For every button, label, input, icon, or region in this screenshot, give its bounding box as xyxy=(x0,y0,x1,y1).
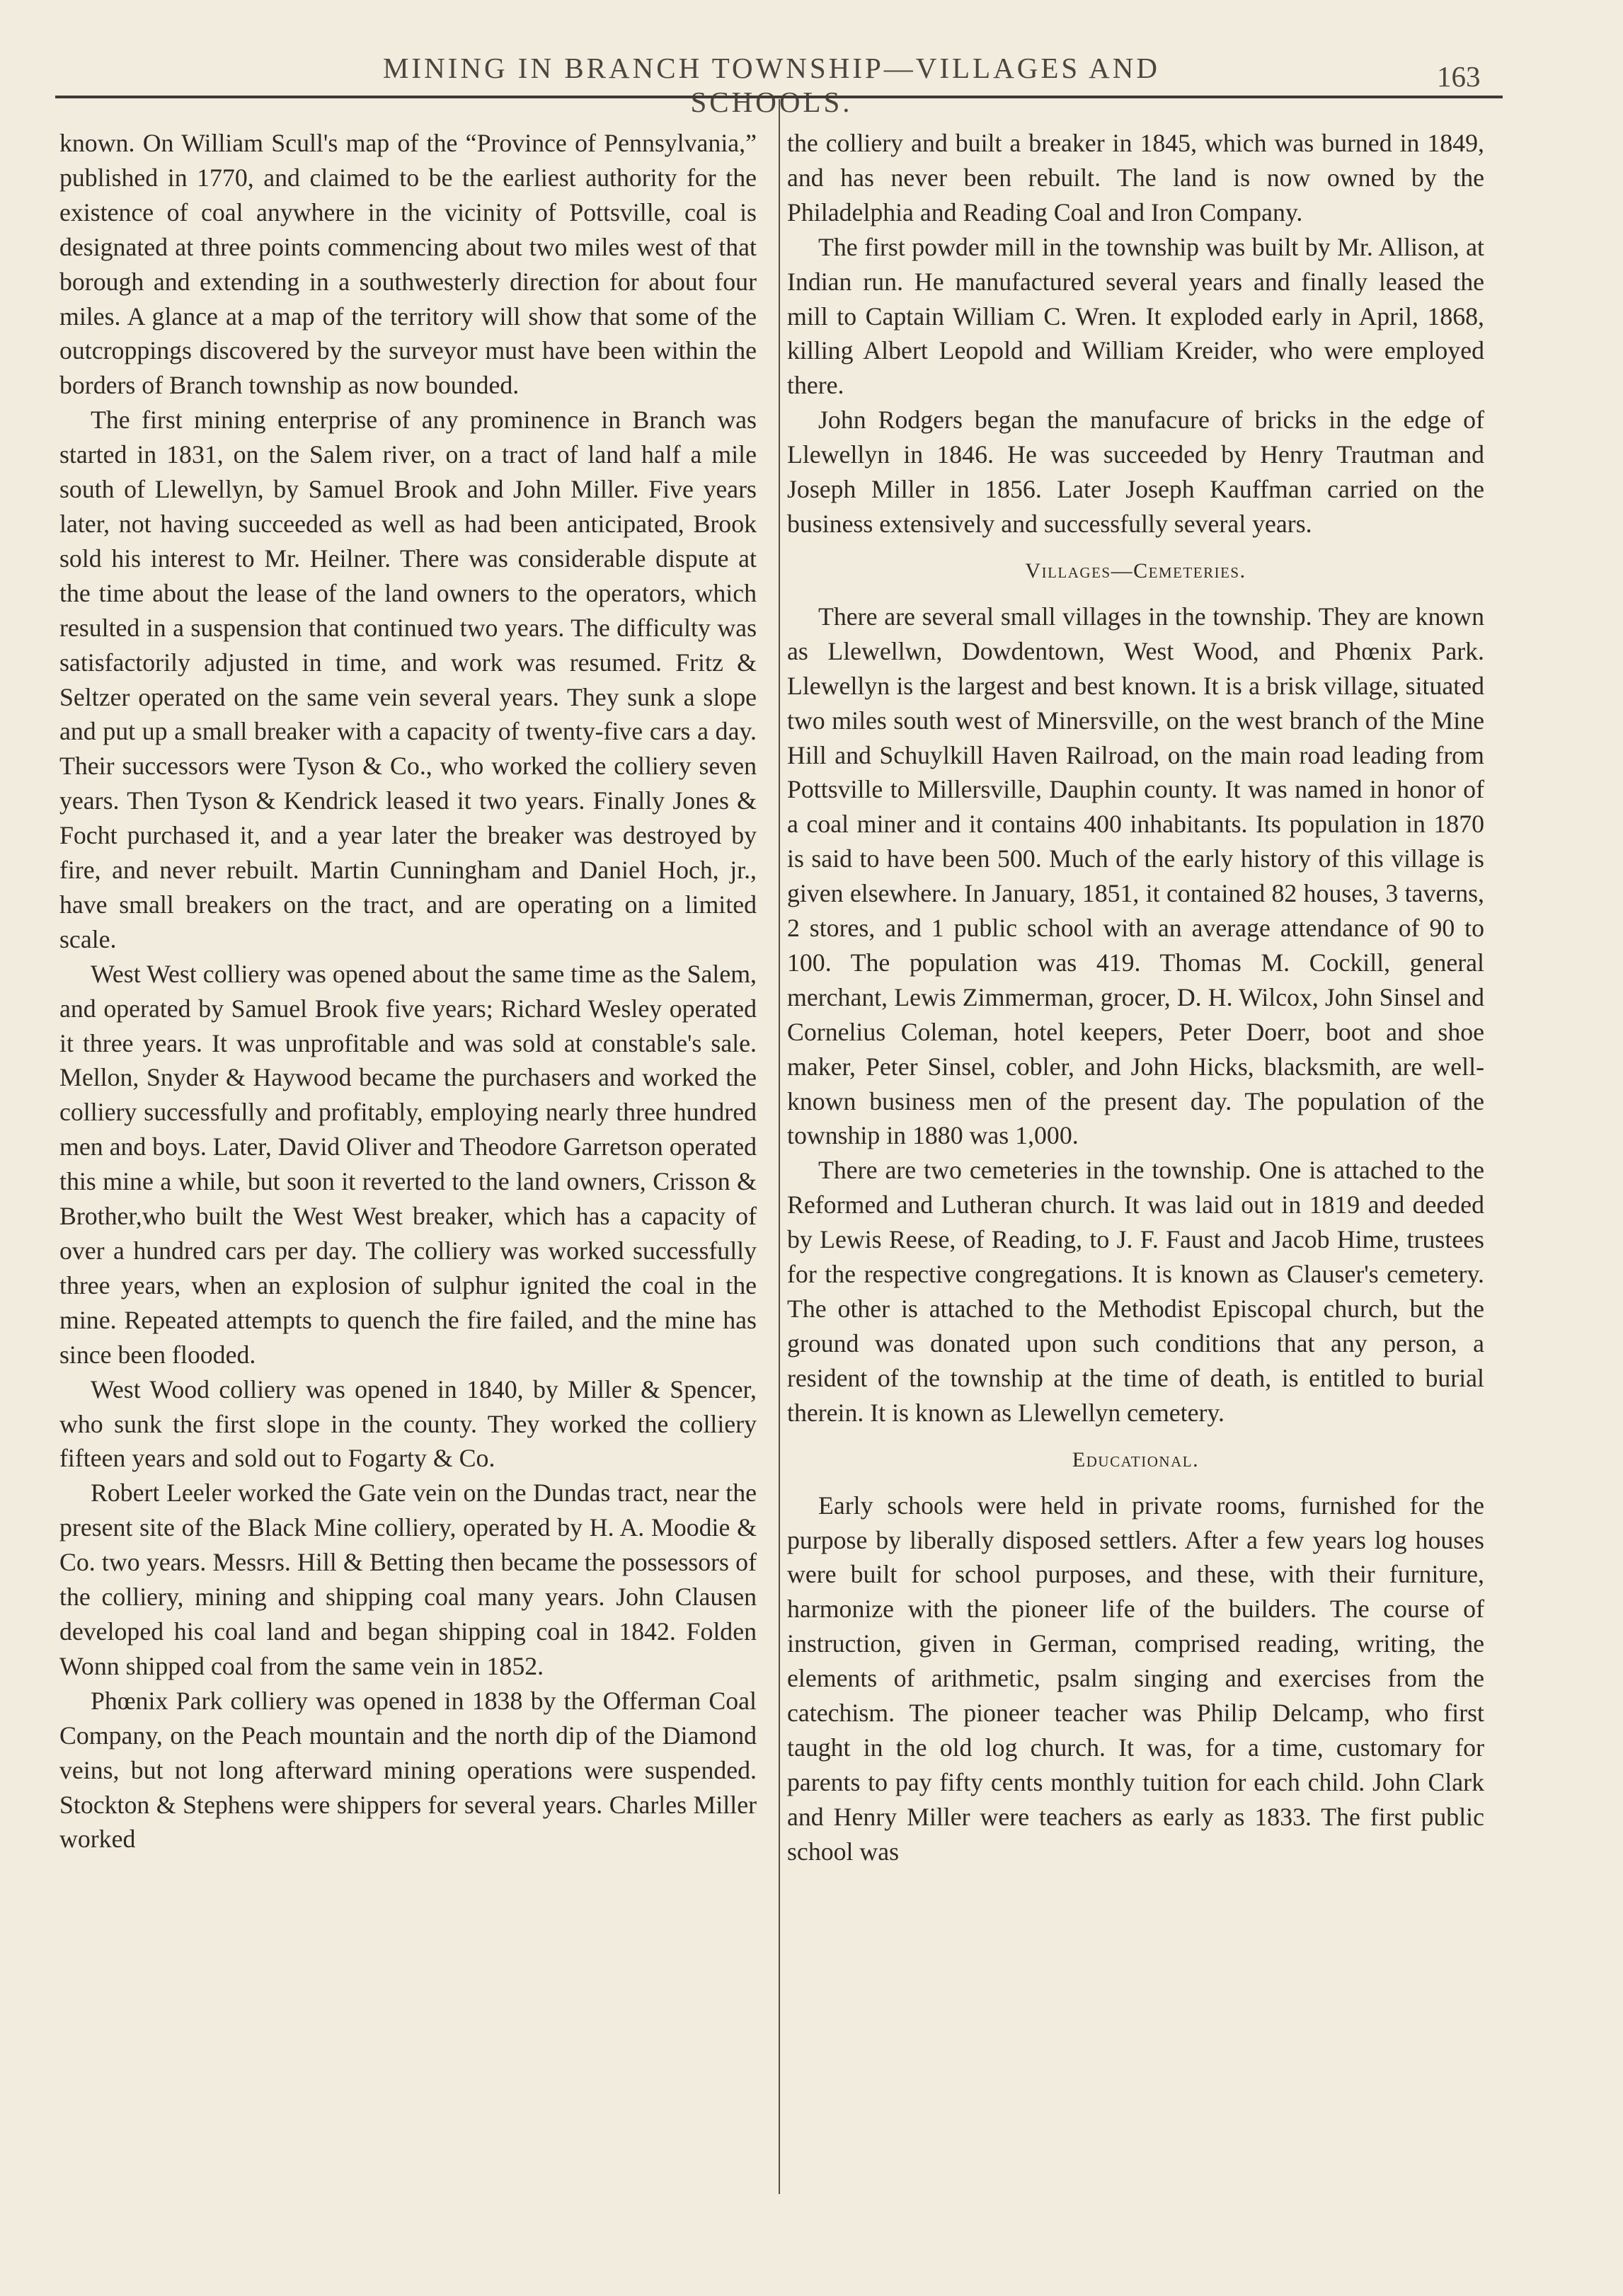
paragraph: John Rodgers began the manufacure of bricks in the edge of Llewellyn in 1846. He was succeeded by Henry Trautman and Joseph Miller in 1856. Later Joseph Kauffman carried on the business extensively and successfully several years. xyxy=(787,406,1484,538)
paragraph: There are several small villages in the township. They are known as Llewellwn, Dowdentown, West Wood, and Phœnix Park. Llewellyn is the largest and best known. It is a brisk village, situated two miles south west of Minersville, on the west branch of the Mine Hill and Schuylkill Haven Railroad, on the main road leading from Pottsville to Millersville, Dauphin county. It was named in honor of a coal miner and it contains 400 inhabitants. Its population in 1870 is said to have been 500. Much of the early history of this village is given elsewhere. In January, 1851, it contained 82 houses, 3 taverns, 2 stores, and 1 public school with an average attendance of 90 to 100. The population was 419. Thomas M. Cockill, general merchant, Lewis Zimmerman, grocer, D. H. Wilcox, John Sinsel and Cornelius Coleman, hotel keepers, Peter Doerr, boot and shoe maker, Peter Sinsel, cobler, and John Hicks, blacksmith, are well-known business men of the present day. The population of the township in 1880 was 1,000. xyxy=(787,602,1484,1150)
paragraph: Robert Leeler worked the Gate vein on the Dundas tract, near the present site of the Black Mine colliery, operated by H. A. Moodie & Co. two years. Messrs. Hill & Betting then became the possessors of the colliery, mining and shipping coal many years. John Clausen developed his coal land and began shipping coal in 1842. Folden Wonn shipped coal from the same vein in 1852. xyxy=(59,1479,757,1680)
paragraph: Early schools were held in private rooms, furnished for the purpose by liberally disposed settlers. After a few years log houses were built for school purposes, and these, with their furniture, harmonize with the pioneer life of the builders. The course of instruction, given in German, comprised reading, writing, the elements of arithmetic, psalm singing and exercises from the catechism. The pioneer teacher was Philip Delcamp, who first taught in the old log church. It was, for a time, customary for parents to pay fifty cents monthly tuition for each child. John Clark and Henry Miller were teachers as early as 1833. The first public school was xyxy=(787,1491,1484,1866)
page-number: 163 xyxy=(1437,60,1481,93)
paragraph: The first mining enterprise of any prominence in Branch was started in 1831, on the Salem river, on a tract of land half a mile south of Llewellyn, by Samuel Brook and John Miller. Five years later, not having succeeded as well as had been anticipated, Brook sold his interest to Mr. Heilner. There was considerable dispute at the time about the lease of the land owners to the operators, which resulted in a suspension that continued two years. The difficulty was satisfactorily adjusted in time, and work was resumed. Fritz & Seltzer operated on the same vein several years. They sunk a slope and put up a small breaker with a capacity of twenty-five cars a day. Their successors were Tyson & Co., who worked the colliery seven years. Then Tyson & Kendrick leased it two years. Finally Jones & Focht purchased it, and a year later the breaker was destroyed by fire, and never rebuilt. Martin Cunningham and Daniel Hoch, jr., have small breakers on the tract, and are operating on a limited scale. xyxy=(59,406,757,953)
running-title: MINING IN BRANCH TOWNSHIP—VILLAGES AND SCHOOLS. xyxy=(382,52,1161,118)
paragraph: West Wood colliery was opened in 1840, by Miller & Spencer, who sunk the first slope in the county. They worked the colliery fifteen years and sold out to Fogarty & Co. xyxy=(59,1374,757,1473)
paragraph: known. On William Scull's map of the “Province of Pennsylvania,” published in 1770, and claimed to be the earliest authority for the existence of coal anywhere in the vicinity of Pottsville, coal is designated at three points commencing about two miles west of that borough and extending in a southwesterly direction for about four miles. A glance at a map of the territory will show that some of the outcroppings discovered by the surveyor must have been within the borders of Branch township as now bounded. xyxy=(59,129,757,400)
paragraph: The first powder mill in the township was built by Mr. Allison, at Indian run. He manufactured several years and finally leased the mill to Captain William C. Wren. It exploded early in April, 1868, killing Albert Leopold and William Kreider, who were employed there. xyxy=(787,232,1484,400)
section-heading-educational: Educational. xyxy=(1072,1447,1200,1471)
paragraph: the colliery and built a breaker in 1845, which was burned in 1849, and has never been rebuilt. The land is now owned by the Philadelphia and Reading Coal and Iron Company. xyxy=(787,129,1484,226)
column-divider xyxy=(779,99,780,2194)
paragraph: Phœnix Park colliery was opened in 1838 by the Offerman Coal Company, on the Peach mountain and the north dip of the Diamond veins, but not long afterward mining operations were suspended. Stockton & Stephens were shippers for several years. Charles Miller worked xyxy=(59,1686,757,1854)
left-column xyxy=(59,126,757,1856)
paragraph: West West colliery was opened about the same time as the Salem, and operated by Samuel Brook five years; Richard Wesley operated it three years. It was unprofitable and was sold at constable's sale. Mellon, Snyder & Haywood became the purchasers and worked the colliery successfully and profitably, employing nearly three hundred men and boys. Later, David Oliver and Theodore Garretson operated this mine a while, but soon it reverted to the land owners, Crisson & Brother,who built the West West breaker, which has a capacity of over a hundred cars per day. The colliery was worked successfully three years, when an explosion of sulphur ignited the coal in the mine. Repeated attempts to quench the fire failed, and the mine has since been flooded. xyxy=(59,959,757,1369)
right-column xyxy=(787,126,1484,1869)
header-rule xyxy=(55,96,1503,98)
section-heading-villages: Villages—Cemeteries. xyxy=(1025,558,1246,582)
paragraph: There are two cemeteries in the township. One is attached to the Reformed and Lutheran church. It was laid out in 1819 and deeded by Lewis Reese, of Reading, to J. F. Faust and Jacob Hime, trustees for the respective congregations. It is known as Clauser's cemetery. The other is attached to the Methodist Episcopal church, but the ground was donated upon such conditions that any person, a resident of the township at the time of death, is entitled to burial therein. It is known as Llewellyn cemetery. xyxy=(787,1156,1484,1427)
